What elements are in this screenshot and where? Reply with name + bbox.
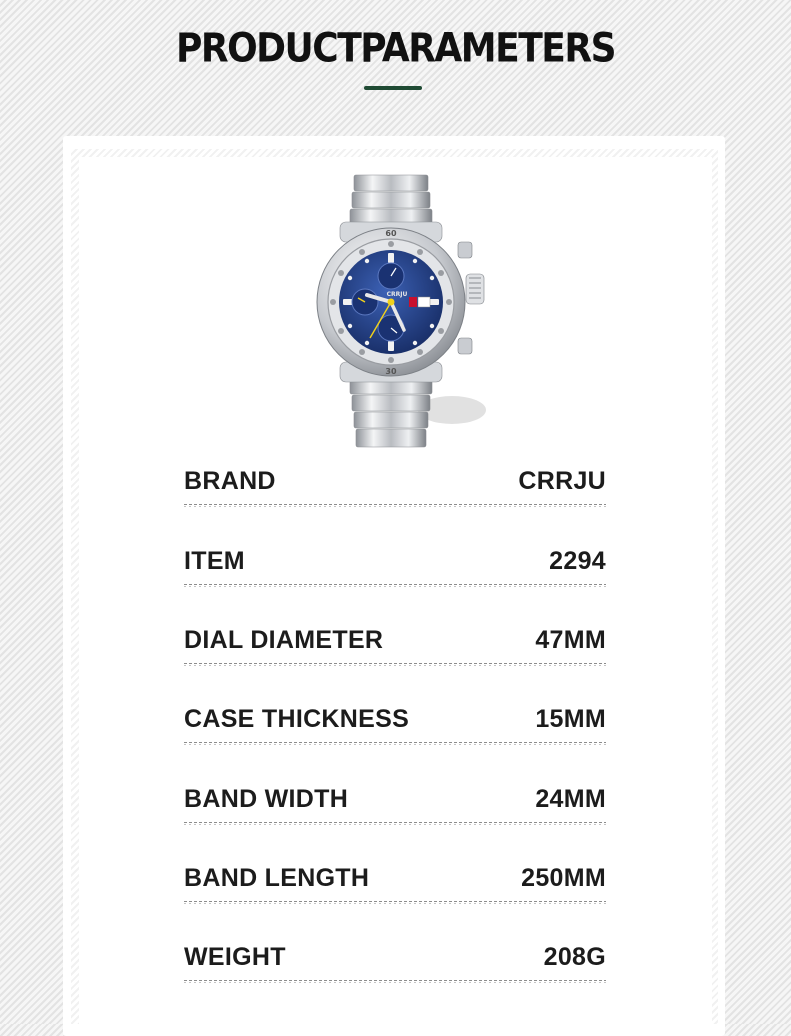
param-value: 208G [543, 943, 606, 971]
param-label: ITEM [184, 547, 245, 575]
dotted-divider [184, 663, 606, 666]
dotted-divider [184, 504, 606, 507]
dotted-divider [184, 901, 606, 904]
param-row-band-width [184, 784, 606, 828]
param-row-case-thickness [184, 704, 606, 748]
param-value: 2294 [549, 547, 606, 575]
param-label: BAND LENGTH [184, 864, 370, 892]
param-value: CRRJU [518, 467, 606, 495]
param-value: 15MM [535, 705, 606, 733]
param-row-dial-diameter [184, 625, 606, 669]
param-row-weight [184, 942, 606, 986]
param-label: BAND WIDTH [184, 785, 349, 813]
param-row-brand [184, 466, 606, 510]
dotted-divider [184, 822, 606, 825]
bezel-number-top: 60 [385, 229, 397, 238]
bezel-number-bottom: 30 [385, 367, 397, 376]
param-label: BRAND [184, 467, 276, 495]
dotted-divider [184, 742, 606, 745]
param-label: CASE THICKNESS [184, 705, 410, 733]
dotted-divider [184, 584, 606, 587]
page-title: PRODUCTPARAMETERS [175, 25, 616, 72]
dial-brand-text: CRRJU [386, 291, 408, 298]
param-value: 24MM [535, 785, 606, 813]
param-label: WEIGHT [184, 943, 286, 971]
dotted-divider [184, 980, 606, 983]
param-row-item [184, 546, 606, 590]
param-row-band-length [184, 863, 606, 907]
param-value: 47MM [535, 626, 606, 654]
param-label: DIAL DIAMETER [184, 626, 384, 654]
param-value: 250MM [521, 864, 606, 892]
